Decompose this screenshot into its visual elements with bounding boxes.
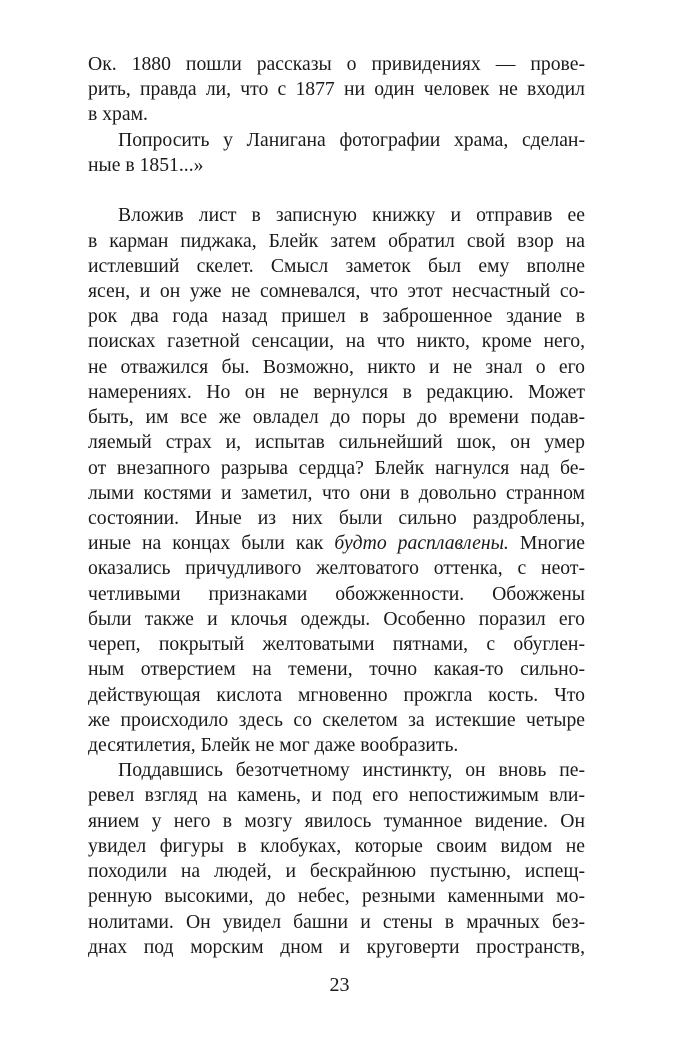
text-line: рок два года назад пришел в заброшенное здание в [88, 305, 585, 328]
text-line: днах под морским дном и круговерти пространств, [88, 935, 585, 958]
text-line: действующая кислота мгновенно прожгла кость. Что [88, 683, 585, 706]
text-line: ным отверстием на темени, точно какая-то сильно- [88, 658, 585, 681]
text-line: увидел фигуры в клобуках, которые своим видом не [88, 834, 585, 857]
text-line: ренную высокими, до небес, резными каменными мо- [88, 885, 585, 908]
text-line: в карман пиджака, Блейк затем обратил свой взор на [88, 229, 585, 252]
text-line: ясен, и он уже не сомневался, что этот несчастный со- [88, 280, 585, 302]
text-line: лыми костями и заметил, что они в довольно странном [88, 481, 585, 504]
text-line: быть, им все же овладел до поры до времени подав- [88, 406, 585, 429]
text-line: Вложив лист в записную книжку и отправив ее [118, 204, 585, 227]
text-line: были также и клочья одежды. Особенно поразил его [88, 607, 585, 630]
text-line: нолитами. Он увидел башни и стены в мрачных без- [88, 910, 585, 933]
page-number: 23 [329, 974, 350, 996]
text-line: походили на людей, и бескрайнюю пустыню, испещ- [88, 860, 585, 883]
text-line: ные в 1851...» [88, 153, 204, 176]
text-line: не отважился бы. Возможно, никто и не знал о его [88, 355, 585, 378]
text-segment: иные на концах были как [88, 532, 335, 555]
text-line-mixed [88, 531, 585, 556]
italic-text-segment: будто расплавлены. [334, 532, 509, 555]
text-line: рить, правда ли, что с 1877 ни один человек не входил [88, 78, 585, 101]
text-segment: Многие [508, 532, 585, 555]
text-line: череп, покрытый желтоватыми пятнами, с обуглен- [88, 633, 585, 656]
text-line: состоянии. Иные из них были сильно раздроблены, [88, 507, 585, 529]
text-line: оказались причудливого желтоватого оттенка, с неот- [88, 557, 585, 580]
text-line: Поддавшись безотчетному инстинкту, он вновь пе- [118, 759, 585, 782]
text-line: поисках газетной сенсации, на что никто, кроме него, [88, 330, 585, 353]
text-line: десятилетия, Блейк не мог даже вообразить. [88, 734, 459, 756]
text-line: от внезапного разрыва сердца? Блейк нагнулся над бе- [88, 456, 585, 479]
text-line: Попросить у Ланигана фотографии храма, сделан- [118, 128, 585, 151]
text-line: же происходило здесь со скелетом за истекшие четыре [88, 708, 585, 731]
text-line: истлевший скелет. Смысл заметок был ему вполне [88, 254, 585, 277]
text-line: ляемый страх и, испытав сильнейший шок, он умер [88, 431, 585, 454]
text-line: четливыми признаками обожженности. Обожжены [88, 582, 585, 605]
text-line: в храм. [88, 103, 148, 126]
text-line: Ок. 1880 пошли рассказы о привидениях — прове- [88, 53, 585, 75]
text-line: намерениях. Но он не вернулся в редакцию. Может [88, 380, 585, 403]
text-line: янием у него в мозгу явилось туманное видение. Он [88, 809, 585, 832]
text-line: ревел взгляд на камень, и под его непостижимым вли- [88, 784, 585, 807]
